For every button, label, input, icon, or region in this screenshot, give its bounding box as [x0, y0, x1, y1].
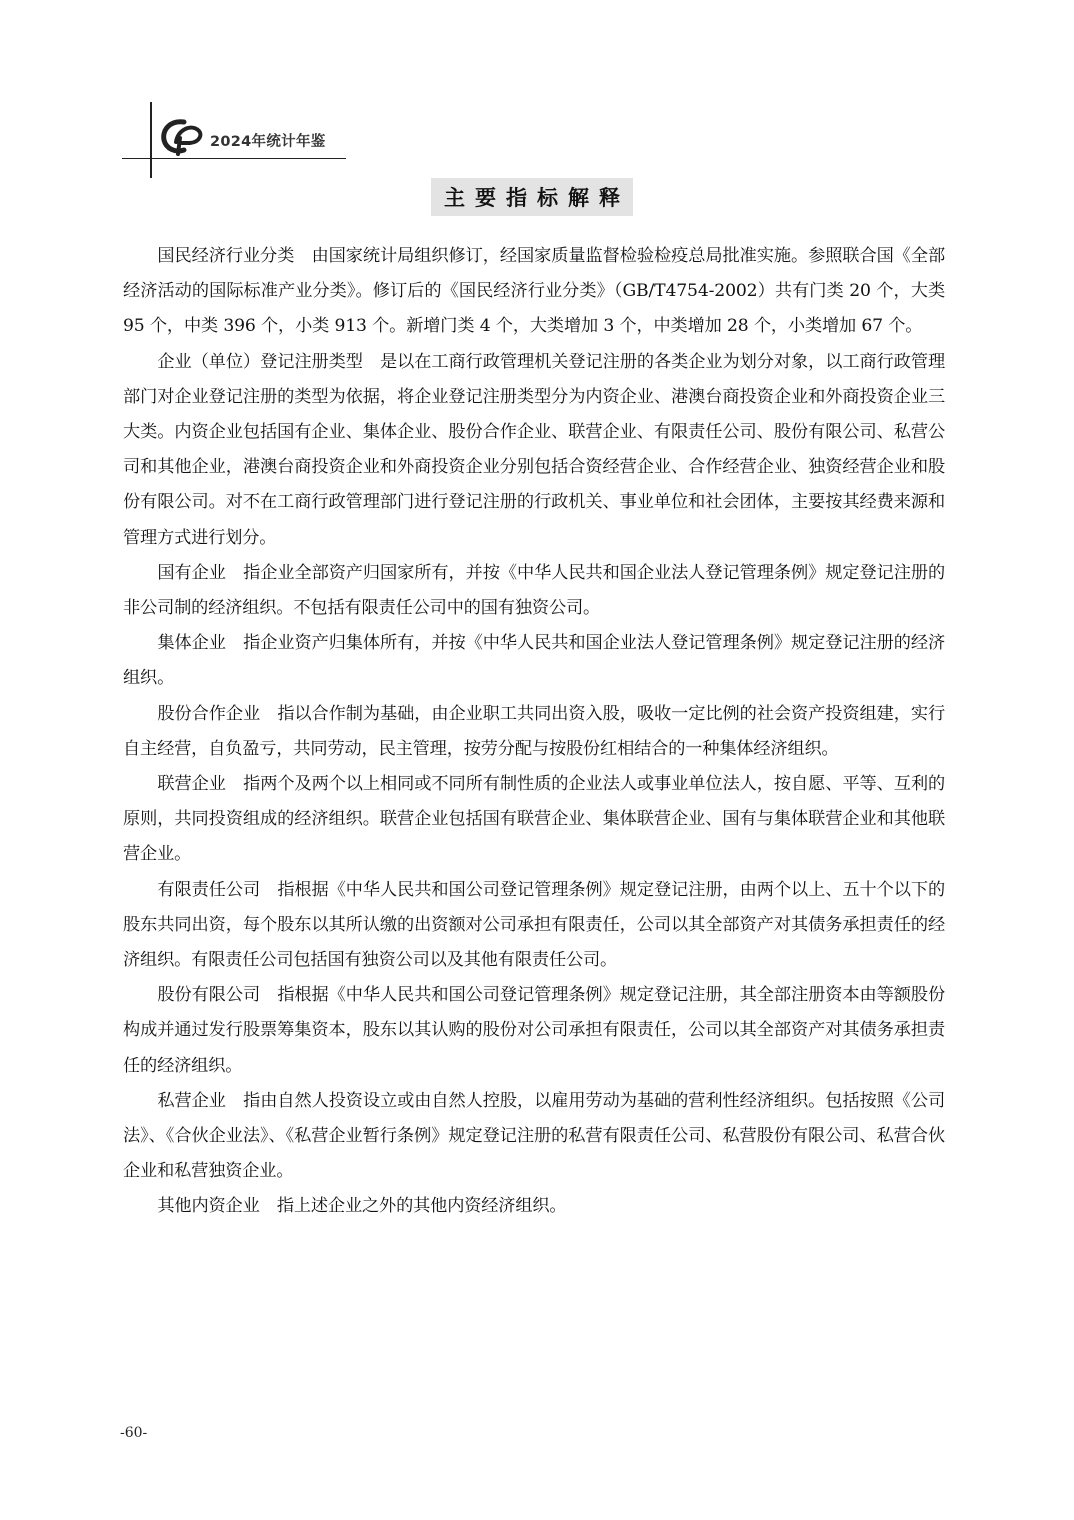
definition-term: 有限责任公司: [157, 879, 261, 900]
definition-text: 指两个及两个以上相同或不同所有制性质的企业法人或事业单位法人，按自愿、平等、互利的原则，共同投资组成的经济组织。联营企业包括国有联营企业、集体联营企业、国有与集体联营企业和其他联营企业。: [123, 774, 946, 865]
definition-paragraph: [123, 239, 945, 345]
definition-paragraph: [123, 1084, 945, 1190]
definition-term: 企业（单位）登记注册类型: [157, 351, 363, 372]
definition-term: 股份有限公司: [157, 985, 261, 1006]
definition-text: 指企业资产归集体所有，并按《中华人民共和国企业法人登记管理条例》规定登记注册的经济组织。: [123, 633, 946, 689]
definition-term: 股份合作企业: [157, 703, 261, 724]
yearbook-title: 2024年统计年鉴: [210, 134, 326, 150]
section-title: 主要指标解释: [431, 178, 633, 216]
definition-term: 其他内资企业: [157, 1196, 260, 1217]
definition-paragraph: [123, 873, 945, 979]
definition-paragraph: [123, 1189, 945, 1224]
definition-paragraph: [123, 626, 945, 696]
definition-paragraph: [123, 978, 945, 1084]
definition-text: 由国家统计局组织修订，经国家质量监督检验检疫总局批准实施。参照联合国《全部经济活动的国际标准产业分类》。修订后的《国民经济行业分类》（GB/T4754-2002）共有门类 20 个，大类 95 个，中类 396 个，小类 913 个。新增门类 4 个，大类增加 3 个，中类增加 28 个，小类增加 67 个。: [123, 246, 945, 337]
definition-term: 联营企业: [157, 774, 226, 795]
definition-paragraph: [123, 767, 945, 873]
header-vertical-rule: [150, 102, 152, 178]
definition-term: 集体企业: [157, 633, 226, 654]
definition-text: 指根据《中华人民共和国公司登记管理条例》规定登记注册，其全部注册资本由等额股份构成并通过发行股票筹集资本，股东以其认购的股份对公司承担有限责任，公司以其全部资产对其债务承担责任的经济组织。: [123, 985, 945, 1076]
header-horizontal-rule: [122, 158, 346, 159]
definition-text: 指以合作制为基础，由企业职工共同出资入股，吸收一定比例的社会资产投资组建，实行自主经营，自负盈亏，共同劳动，民主管理，按劳分配与按股份红相结合的一种集体经济组织。: [123, 703, 945, 759]
definition-paragraph: [123, 345, 945, 556]
page-number: -60-: [120, 1425, 148, 1441]
definition-text: 是以在工商行政管理机关登记注册的各类企业为划分对象，以工商行政管理部门对企业登记注册的类型为依据，将企业登记注册类型分为内资企业、港澳台商投资企业和外商投资企业三大类。内资企业包括国有企业、集体企业、股份合作企业、联营企业、有限责任公司、股份有限公司、私营公司和其他企业，港澳台商投资企业和外商投资企业分别包括合资经营企业、合作经营企业、独资经营企业和股份有限公司。对不在工商行政管理部门进行登记注册的行政机关、事业单位和社会团体，主要按其经费来源和管理方式进行划分。: [123, 351, 945, 548]
definition-paragraph: [123, 697, 945, 767]
definition-text: 指上述企业之外的其他内资经济组织。: [276, 1196, 567, 1217]
definition-text: 指根据《中华人民共和国公司登记管理条例》规定登记注册，由两个以上、五十个以下的股东共同出资，每个股东以其所认缴的出资额对公司承担有限责任，公司以其全部资产对其债务承担责任的经济组织。有限责任公司包括国有独资公司以及其他有限责任公司。: [123, 879, 945, 971]
definition-term: 国有企业: [157, 562, 226, 583]
definition-term: 国民经济行业分类: [157, 246, 295, 266]
definition-text: 指由自然人投资设立或由自然人控股，以雇用劳动为基础的营利性经济组织。包括按照《公司法》、《合伙企业法》、《私营企业暂行条例》规定登记注册的私营有限责任公司、私营股份有限公司、私营合伙企业和私营独资企业。: [123, 1090, 946, 1182]
definition-paragraph: [123, 556, 945, 626]
definition-term: 私营企业: [157, 1090, 226, 1111]
header-mark: [0, 0, 400, 190]
yearbook-logo-icon: [158, 116, 206, 156]
definitions-list: [123, 239, 945, 1225]
definition-text: 指企业全部资产归国家所有，并按《中华人民共和国企业法人登记管理条例》规定登记注册的非公司制的经济组织。不包括有限责任公司中的国有独资公司。: [123, 562, 946, 619]
